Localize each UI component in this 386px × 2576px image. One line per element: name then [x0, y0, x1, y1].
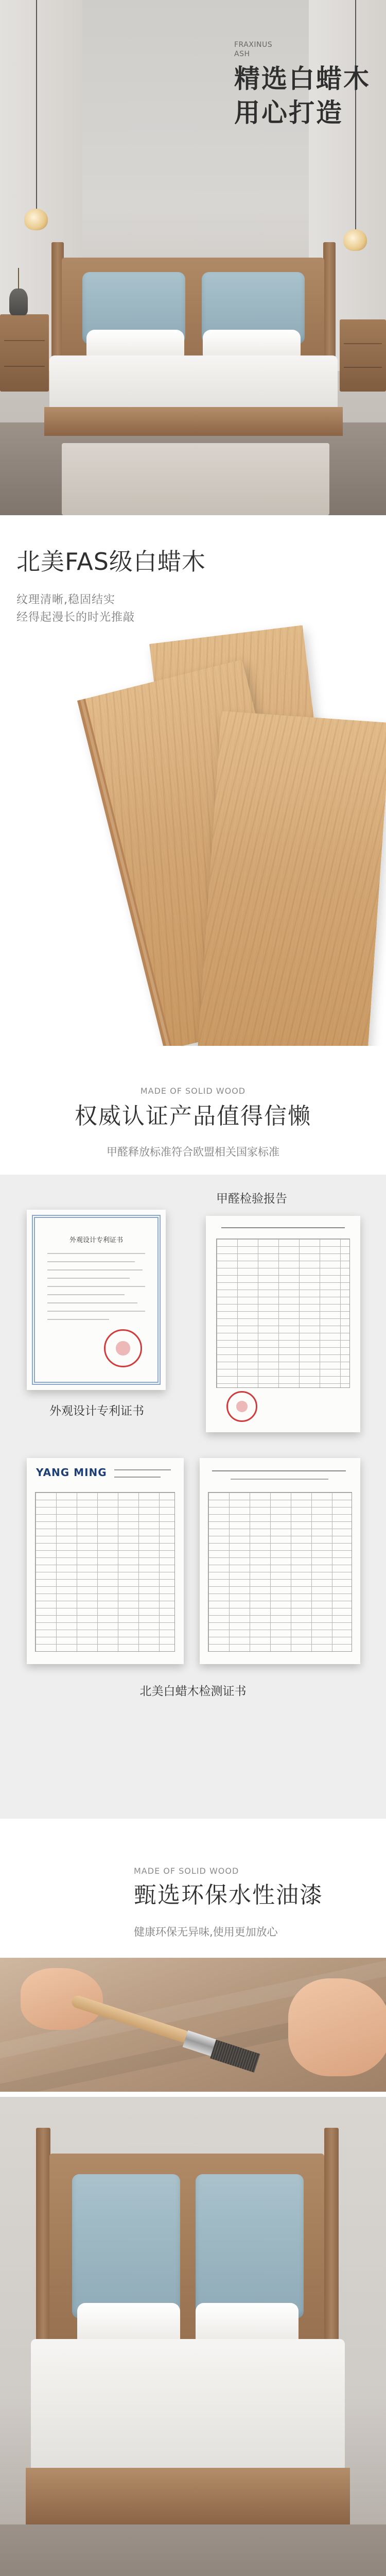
fas-ash-section — [0, 515, 386, 1046]
hero-title — [234, 62, 371, 130]
hero-title-line: 用心打造 — [234, 98, 343, 128]
bed-mattress — [49, 355, 338, 412]
eco-paint-section — [0, 1819, 386, 2576]
nightstand — [0, 314, 49, 392]
inspection-certificate — [27, 1458, 184, 1664]
patent-certificate-heading: 外观设计专利证书 — [69, 1236, 123, 1244]
vase-stem — [18, 268, 19, 290]
paint-brush-photo — [0, 1958, 386, 2092]
headboard-cushion — [196, 2174, 304, 2318]
section-english-label: MADE OF SOLID WOOD — [134, 1866, 239, 1876]
section-title: 北美FAS级白蜡木 — [16, 548, 206, 575]
hero-section — [0, 0, 386, 515]
ash-wood-board — [197, 711, 386, 1046]
section-title: 权威认证产品值得信懒 — [75, 1103, 311, 1129]
vase — [9, 289, 28, 315]
section-english-label: MADE OF SOLID WOOD — [140, 1086, 246, 1096]
hero-english-label — [234, 40, 272, 59]
hero-title-line: 精选白蜡木 — [234, 64, 371, 94]
section-title: 甄选环保水性油漆 — [134, 1882, 323, 1908]
hero-english-line: ASH — [234, 50, 250, 58]
formaldehyde-report — [206, 1216, 360, 1432]
hero-english-line: FRAXINUS — [234, 41, 273, 49]
nightstand — [340, 319, 386, 392]
patent-certificate-caption: 外观设计专利证书 — [49, 1404, 144, 1418]
pendant-lamp-cord — [36, 0, 37, 211]
red-seal — [104, 1329, 142, 1367]
bed-frame — [44, 407, 343, 436]
formaldehyde-report-caption: 甲醛检验报告 — [216, 1192, 287, 1206]
certificates-section — [0, 1046, 386, 1819]
section-subtitle: 经得起漫长的时光推敲 — [16, 611, 135, 624]
bed-mattress — [31, 2339, 345, 2473]
pendant-lamp — [24, 209, 48, 230]
bed-scene — [0, 2097, 386, 2576]
pendant-lamp — [343, 229, 367, 251]
headboard-cushion — [72, 2174, 180, 2318]
section-subtitle: 健康环保无异味,使用更加放心 — [134, 1926, 278, 1938]
bed-frame — [26, 2468, 350, 2524]
hand — [21, 1968, 103, 2030]
rug — [62, 443, 329, 515]
hand — [288, 1978, 386, 2076]
section-subtitle: 甲醛释放标准符合欧盟相关国家标准 — [107, 1146, 279, 1158]
inspection-certificate — [200, 1458, 360, 1664]
floor — [0, 2524, 386, 2576]
inspection-certificate-logo: YANG MING — [36, 1466, 107, 1479]
patent-certificate — [27, 1210, 166, 1390]
section-subtitle: 纹理清晰,稳固结实 — [16, 594, 115, 606]
inspection-certificate-caption: 北美白蜡木检测证书 — [139, 1685, 247, 1698]
red-seal — [226, 1391, 257, 1422]
